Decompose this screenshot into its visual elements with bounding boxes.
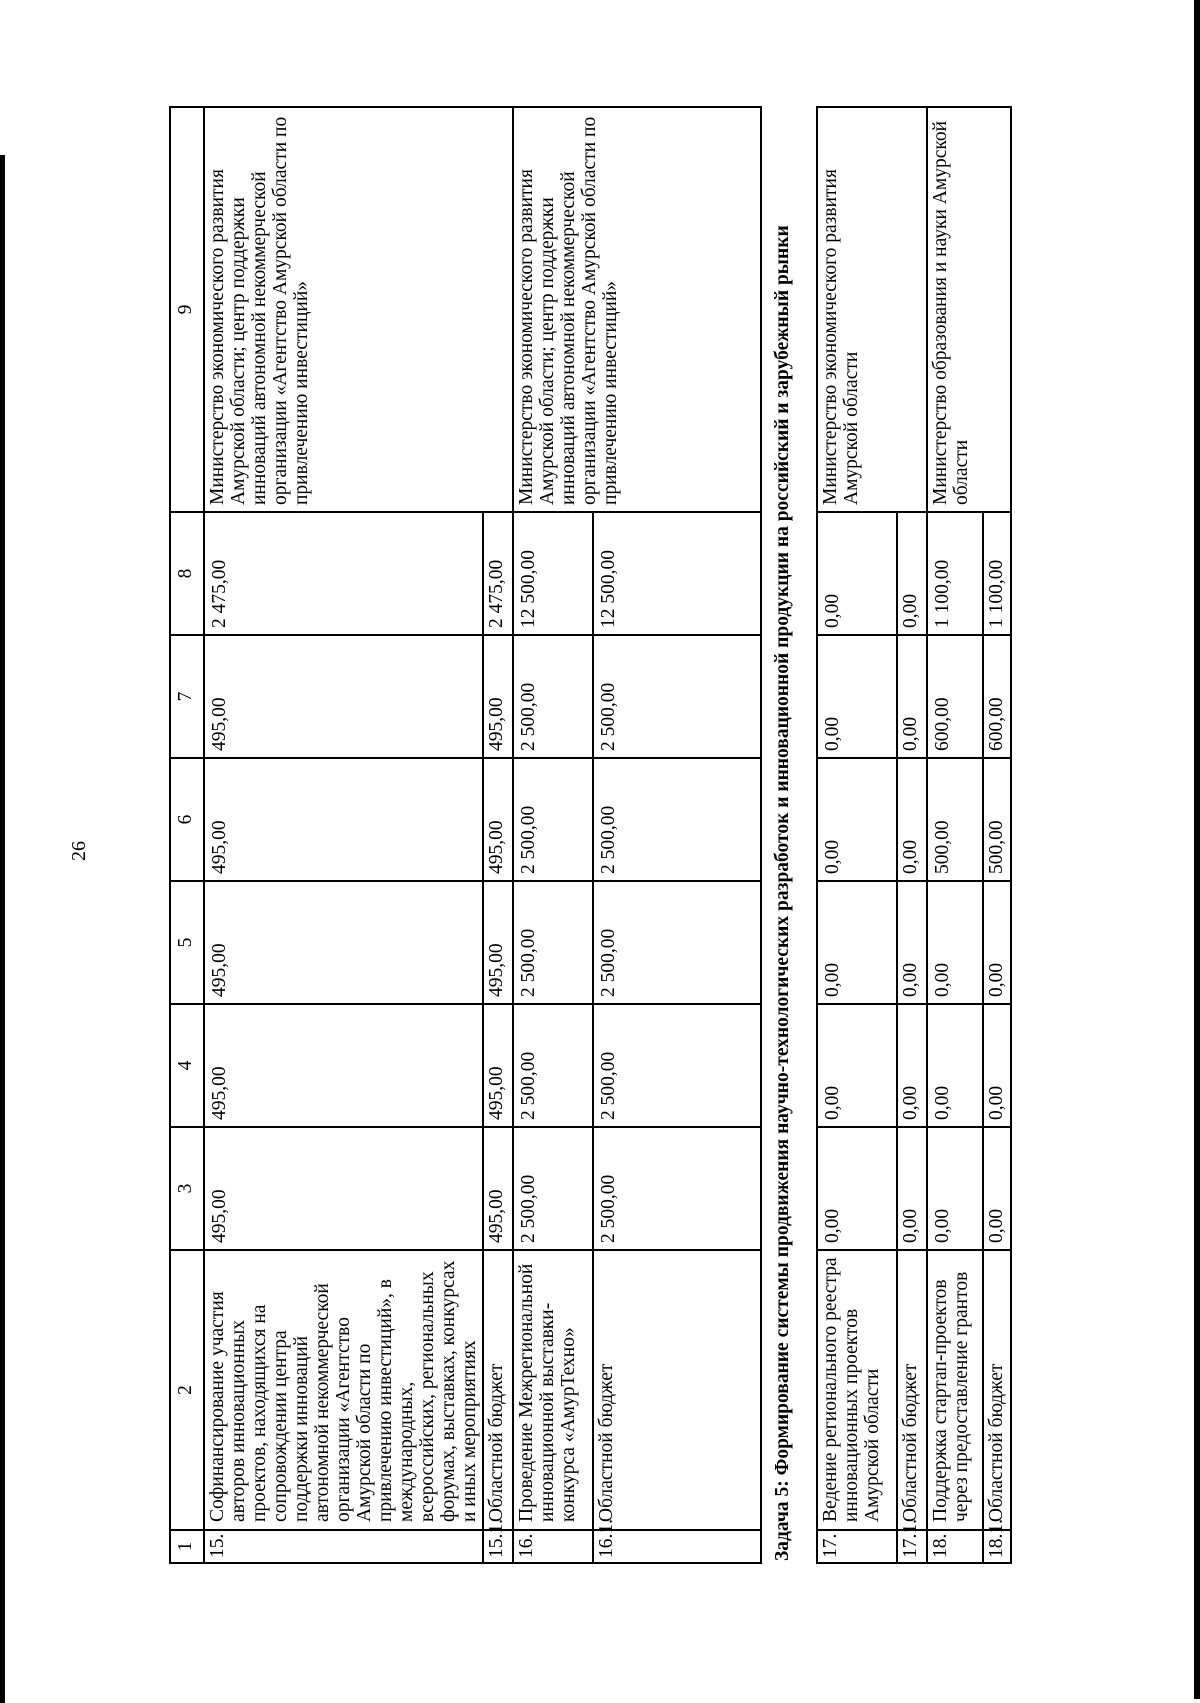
header-cell: 8 (170, 512, 204, 635)
table-row (927, 107, 983, 1563)
value-cell: 2 500,00 (513, 1127, 593, 1250)
activity-name: Проведение Межрегиональной инновационной выставки-конкурса «АмурТехно» (513, 1250, 593, 1530)
executor-cell: Министерство экономического развития Амурской области; центр поддержки инноваций автономной некоммерческой организации «Агентство Амурской области по привлечению инвестиций» (513, 107, 761, 512)
budget-source: Областной бюджет (593, 1250, 761, 1530)
task-heading-text: Задача 5: Формирование системы продвижения научно-технологических разработок и инновационной продукции на российский и зарубежный рынки (772, 225, 793, 1561)
value-cell: 495,00 (204, 1127, 483, 1250)
task-heading-row (761, 107, 817, 1563)
row-number: 16.1. (593, 1530, 761, 1563)
value-cell: 0,00 (927, 1127, 983, 1250)
value-cell: 2 500,00 (593, 1127, 761, 1250)
row-number: 17. (817, 1530, 897, 1563)
value-cell: 0,00 (817, 1004, 897, 1127)
budget-source: Областной бюджет (983, 1250, 1011, 1530)
value-cell: 0,00 (817, 1127, 897, 1250)
value-cell: 0,00 (983, 881, 1011, 1004)
value-cell: 0,00 (817, 881, 897, 1004)
value-cell: 0,00 (983, 1127, 1011, 1250)
header-row (170, 107, 204, 1563)
activity-name: Софинансирование участия авторов инновационных проектов, находящихся на сопровождении центра поддержки инноваций автономной некоммерческой организации «Агентство Амурской области по привлечению инвестиций», в международных, всероссийских, региональных форумах, выставках, конкурсах и иных мероприятиях (204, 1250, 483, 1530)
executor-cell: Министерство экономического развития Амурской области; центр поддержки инноваций автономной некоммерческой организации «Агентство Амурской области по привлечению инвестиций» (204, 107, 513, 512)
table-row (817, 107, 897, 1563)
value-cell: 495,00 (483, 881, 513, 1004)
value-cell: 12 500,00 (513, 512, 593, 635)
header-cell: 1 (170, 1530, 204, 1563)
header-cell: 7 (170, 635, 204, 758)
page-number: 26 (68, 841, 90, 861)
task-heading (761, 107, 817, 1563)
executor-cell: Министерство образования и науки Амурской области (927, 107, 1011, 512)
value-cell: 0,00 (897, 1004, 927, 1127)
value-cell: 0,00 (897, 512, 927, 635)
value-cell: 0,00 (817, 512, 897, 635)
value-cell: 495,00 (483, 635, 513, 758)
value-cell: 0,00 (897, 758, 927, 881)
value-cell: 2 500,00 (513, 758, 593, 881)
value-cell: 0,00 (983, 1004, 1011, 1127)
value-cell: 2 500,00 (513, 635, 593, 758)
value-cell: 495,00 (483, 1127, 513, 1250)
scan-edge-left (0, 155, 5, 1703)
value-cell: 1 100,00 (983, 512, 1011, 635)
header-cell: 6 (170, 758, 204, 881)
activity-name: Ведение регионального реестра инновационных проектов Амурской области (817, 1250, 897, 1530)
budget-source: Областной бюджет (483, 1250, 513, 1530)
value-cell: 0,00 (897, 635, 927, 758)
header-cell: 4 (170, 1004, 204, 1127)
value-cell: 495,00 (204, 758, 483, 881)
header-cell: 3 (170, 1127, 204, 1250)
row-number: 17.1. (897, 1530, 927, 1563)
value-cell: 2 475,00 (204, 512, 483, 635)
value-cell: 2 500,00 (593, 1004, 761, 1127)
row-number: 18. (927, 1530, 983, 1563)
value-cell: 495,00 (483, 1004, 513, 1127)
value-cell: 0,00 (927, 881, 983, 1004)
value-cell: 0,00 (817, 635, 897, 758)
row-number: 15. (204, 1530, 483, 1563)
value-cell: 12 500,00 (593, 512, 761, 635)
value-cell: 495,00 (483, 758, 513, 881)
row-number: 18.1. (983, 1530, 1011, 1563)
value-cell: 2 500,00 (513, 1004, 593, 1127)
value-cell: 2 500,00 (513, 881, 593, 1004)
value-cell: 2 500,00 (593, 635, 761, 758)
value-cell: 2 500,00 (593, 758, 761, 881)
row-number: 16. (513, 1530, 593, 1563)
header-cell: 2 (170, 1250, 204, 1530)
value-cell: 2 500,00 (593, 881, 761, 1004)
budget-source: Областной бюджет (897, 1250, 927, 1530)
value-cell: 600,00 (927, 635, 983, 758)
value-cell: 2 475,00 (483, 512, 513, 635)
table-row (204, 107, 483, 1563)
row-number: 15.1. (483, 1530, 513, 1563)
table-row (513, 107, 593, 1563)
value-cell: 0,00 (897, 881, 927, 1004)
value-cell: 600,00 (983, 635, 1011, 758)
executor-cell: Министерство экономического развития Амурской области (817, 107, 927, 512)
value-cell: 0,00 (927, 1004, 983, 1127)
activity-name: Поддержка стартап-проектов через предоставление грантов (927, 1250, 983, 1530)
scan-edge-right (1194, 0, 1200, 1699)
value-cell: 0,00 (897, 1127, 927, 1250)
value-cell: 495,00 (204, 635, 483, 758)
value-cell: 1 100,00 (927, 512, 983, 635)
value-cell: 495,00 (204, 881, 483, 1004)
header-cell: 5 (170, 881, 204, 1004)
value-cell: 500,00 (927, 758, 983, 881)
header-cell: 9 (170, 107, 204, 512)
value-cell: 0,00 (817, 758, 897, 881)
value-cell: 500,00 (983, 758, 1011, 881)
budget-table (169, 106, 1012, 1564)
rotated-page-content (169, 108, 1007, 1564)
value-cell: 495,00 (204, 1004, 483, 1127)
